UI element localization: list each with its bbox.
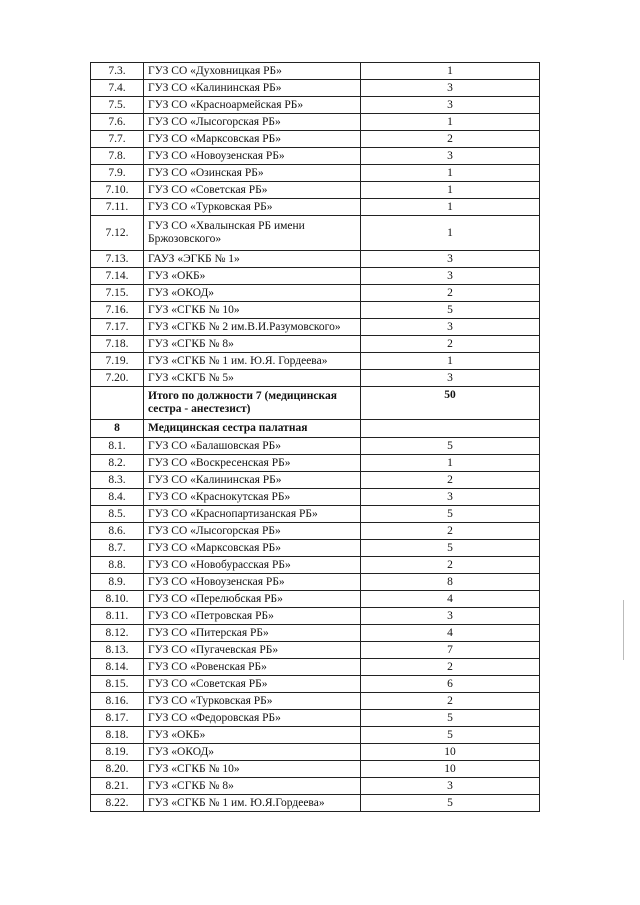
table-row [91, 642, 540, 659]
table-row [91, 676, 540, 693]
row-number: 7.5. [91, 97, 144, 114]
position-count: 3 [361, 489, 540, 506]
position-count: 1 [361, 216, 540, 251]
row-number: 8.6. [91, 523, 144, 540]
table-row [91, 251, 540, 268]
scan-margin-mark [623, 600, 626, 660]
table-row [91, 216, 540, 251]
row-number: 8.15. [91, 676, 144, 693]
position-count: 2 [361, 523, 540, 540]
position-count: 3 [361, 608, 540, 625]
position-count: 10 [361, 744, 540, 761]
position-count: 3 [361, 370, 540, 387]
table-row [91, 489, 540, 506]
institution-name: ГУЗ «СГКБ № 10» [144, 761, 361, 778]
table-row [91, 182, 540, 199]
position-count: 1 [361, 165, 540, 182]
institution-name: Медицинская сестра палатная [144, 420, 361, 438]
institution-name: ГУЗ СО «Новоузенская РБ» [144, 574, 361, 591]
position-count: 2 [361, 336, 540, 353]
institution-name: ГУЗ СО «Краснопартизанская РБ» [144, 506, 361, 523]
table-row [91, 268, 540, 285]
row-number: 8.12. [91, 625, 144, 642]
row-number: 7.20. [91, 370, 144, 387]
row-number: 8.8. [91, 557, 144, 574]
row-number: 8.9. [91, 574, 144, 591]
row-number: 8.1. [91, 438, 144, 455]
position-count: 2 [361, 693, 540, 710]
table-row [91, 114, 540, 131]
table-row [91, 761, 540, 778]
table-row [91, 319, 540, 336]
institution-name: ГУЗ СО «Калининская РБ» [144, 80, 361, 97]
table-row [91, 472, 540, 489]
table-row [91, 285, 540, 302]
table-row [91, 625, 540, 642]
institution-name: ГУЗ СО «Краснокутская РБ» [144, 489, 361, 506]
table-body [91, 63, 540, 812]
institution-name: ГУЗ СО «Турковская РБ» [144, 693, 361, 710]
position-count: 2 [361, 557, 540, 574]
position-count: 5 [361, 795, 540, 812]
position-count: 7 [361, 642, 540, 659]
institution-name: ГУЗ «СГКБ № 10» [144, 302, 361, 319]
position-count: 1 [361, 455, 540, 472]
section-header-row [91, 420, 540, 438]
institution-name: ГУЗ СО «Калининская РБ» [144, 472, 361, 489]
row-number: 8.2. [91, 455, 144, 472]
institution-name: ГУЗ СО «Озинская РБ» [144, 165, 361, 182]
row-number: 8.10. [91, 591, 144, 608]
row-number: 8.14. [91, 659, 144, 676]
row-number [91, 387, 144, 420]
table-row [91, 63, 540, 80]
table-row [91, 336, 540, 353]
institution-name: ГУЗ «СГКБ № 8» [144, 778, 361, 795]
row-number: 7.18. [91, 336, 144, 353]
institution-name: ГУЗ СО «Лысогорская РБ» [144, 114, 361, 131]
institution-name: ГУЗ СО «Хвалынская РБ имени Бржозовского» [144, 216, 361, 251]
row-number: 7.19. [91, 353, 144, 370]
position-count: 3 [361, 80, 540, 97]
row-number: 8.13. [91, 642, 144, 659]
position-count: 5 [361, 710, 540, 727]
table-row [91, 693, 540, 710]
institution-name: ГУЗ СО «Турковская РБ» [144, 199, 361, 216]
institution-name: ГУЗ СО «Ровенская РБ» [144, 659, 361, 676]
table-row [91, 148, 540, 165]
institution-name: ГУЗ «ОКБ» [144, 727, 361, 744]
table-row [91, 778, 540, 795]
institution-name: ГУЗ СО «Балашовская РБ» [144, 438, 361, 455]
institution-name: ГУЗ «СКГБ № 5» [144, 370, 361, 387]
institution-name: ГУЗ «СГКБ № 1 им. Ю.Я.Гордеева» [144, 795, 361, 812]
institution-name: ГУЗ СО «Духовницкая РБ» [144, 63, 361, 80]
table-row [91, 659, 540, 676]
table-row [91, 727, 540, 744]
institution-name: ГУЗ СО «Лысогорская РБ» [144, 523, 361, 540]
institution-name: ГУЗ СО «Федоровская РБ» [144, 710, 361, 727]
institution-name: ГУЗ СО «Советская РБ» [144, 676, 361, 693]
row-number: 8.16. [91, 693, 144, 710]
row-number: 8 [91, 420, 144, 438]
position-count: 1 [361, 353, 540, 370]
position-count: 2 [361, 285, 540, 302]
table-row [91, 370, 540, 387]
row-number: 7.14. [91, 268, 144, 285]
institution-name: ГУЗ СО «Питерская РБ» [144, 625, 361, 642]
position-count: 6 [361, 676, 540, 693]
position-count: 3 [361, 778, 540, 795]
row-number: 8.20. [91, 761, 144, 778]
institution-name: ГУЗ «СГКБ № 8» [144, 336, 361, 353]
institution-name: ГУЗ СО «Пугачевская РБ» [144, 642, 361, 659]
row-number: 7.6. [91, 114, 144, 131]
table-row [91, 795, 540, 812]
row-number: 7.11. [91, 199, 144, 216]
table-row [91, 744, 540, 761]
institution-name: Итого по должности 7 (медицинская сестра - анестезист) [144, 387, 361, 420]
position-count: 10 [361, 761, 540, 778]
position-count: 1 [361, 199, 540, 216]
row-number: 7.13. [91, 251, 144, 268]
position-count: 3 [361, 148, 540, 165]
institution-name: ГУЗ «ОКБ» [144, 268, 361, 285]
institution-name: ГУЗ СО «Новоузенская РБ» [144, 148, 361, 165]
row-number: 7.3. [91, 63, 144, 80]
position-count: 8 [361, 574, 540, 591]
institution-name: ГУЗ СО «Марксовская РБ» [144, 540, 361, 557]
position-count: 1 [361, 63, 540, 80]
row-number: 8.17. [91, 710, 144, 727]
institution-name: ГУЗ СО «Марксовская РБ» [144, 131, 361, 148]
position-count: 2 [361, 472, 540, 489]
table-row [91, 199, 540, 216]
position-count: 1 [361, 182, 540, 199]
table-row [91, 455, 540, 472]
table-row [91, 574, 540, 591]
table-row [91, 302, 540, 319]
table-row [91, 80, 540, 97]
row-number: 7.8. [91, 148, 144, 165]
row-number: 7.10. [91, 182, 144, 199]
row-number: 8.18. [91, 727, 144, 744]
position-count: 3 [361, 251, 540, 268]
position-count [361, 420, 540, 438]
table-row [91, 438, 540, 455]
institution-name: ГУЗ СО «Советская РБ» [144, 182, 361, 199]
staffing-table [90, 62, 540, 812]
position-count: 2 [361, 659, 540, 676]
position-count: 5 [361, 438, 540, 455]
row-number: 8.21. [91, 778, 144, 795]
institution-name: ГУЗ «СГКБ № 2 им.В.И.Разумовского» [144, 319, 361, 336]
institution-name: ГУЗ СО «Перелюбская РБ» [144, 591, 361, 608]
table-row [91, 353, 540, 370]
table-row [91, 506, 540, 523]
position-count: 3 [361, 319, 540, 336]
row-number: 7.15. [91, 285, 144, 302]
institution-name: ГУЗ СО «Воскресенская РБ» [144, 455, 361, 472]
row-number: 7.12. [91, 216, 144, 251]
position-count: 2 [361, 131, 540, 148]
row-number: 8.4. [91, 489, 144, 506]
row-number: 7.16. [91, 302, 144, 319]
table-row [91, 97, 540, 114]
position-count: 3 [361, 268, 540, 285]
position-count: 5 [361, 506, 540, 523]
row-number: 7.17. [91, 319, 144, 336]
row-number: 8.19. [91, 744, 144, 761]
total-row [91, 387, 540, 420]
row-number: 8.3. [91, 472, 144, 489]
row-number: 7.9. [91, 165, 144, 182]
position-count: 50 [361, 387, 540, 420]
table-row [91, 131, 540, 148]
position-count: 5 [361, 302, 540, 319]
position-count: 5 [361, 727, 540, 744]
table-row [91, 608, 540, 625]
row-number: 7.7. [91, 131, 144, 148]
institution-name: ГУЗ СО «Петровская РБ» [144, 608, 361, 625]
table-row [91, 540, 540, 557]
institution-name: ГУЗ «СГКБ № 1 им. Ю.Я. Гордеева» [144, 353, 361, 370]
position-count: 4 [361, 625, 540, 642]
table-row [91, 710, 540, 727]
institution-name: ГУЗ СО «Красноармейская РБ» [144, 97, 361, 114]
position-count: 5 [361, 540, 540, 557]
table-row [91, 557, 540, 574]
row-number: 7.4. [91, 80, 144, 97]
row-number: 8.11. [91, 608, 144, 625]
table-row [91, 591, 540, 608]
position-count: 1 [361, 114, 540, 131]
position-count: 3 [361, 97, 540, 114]
position-count: 4 [361, 591, 540, 608]
institution-name: ГАУЗ «ЭГКБ № 1» [144, 251, 361, 268]
institution-name: ГУЗ «ОКОД» [144, 285, 361, 302]
row-number: 8.5. [91, 506, 144, 523]
table-row [91, 523, 540, 540]
institution-name: ГУЗ «ОКОД» [144, 744, 361, 761]
row-number: 8.22. [91, 795, 144, 812]
institution-name: ГУЗ СО «Новобурасская РБ» [144, 557, 361, 574]
row-number: 8.7. [91, 540, 144, 557]
table-row [91, 165, 540, 182]
